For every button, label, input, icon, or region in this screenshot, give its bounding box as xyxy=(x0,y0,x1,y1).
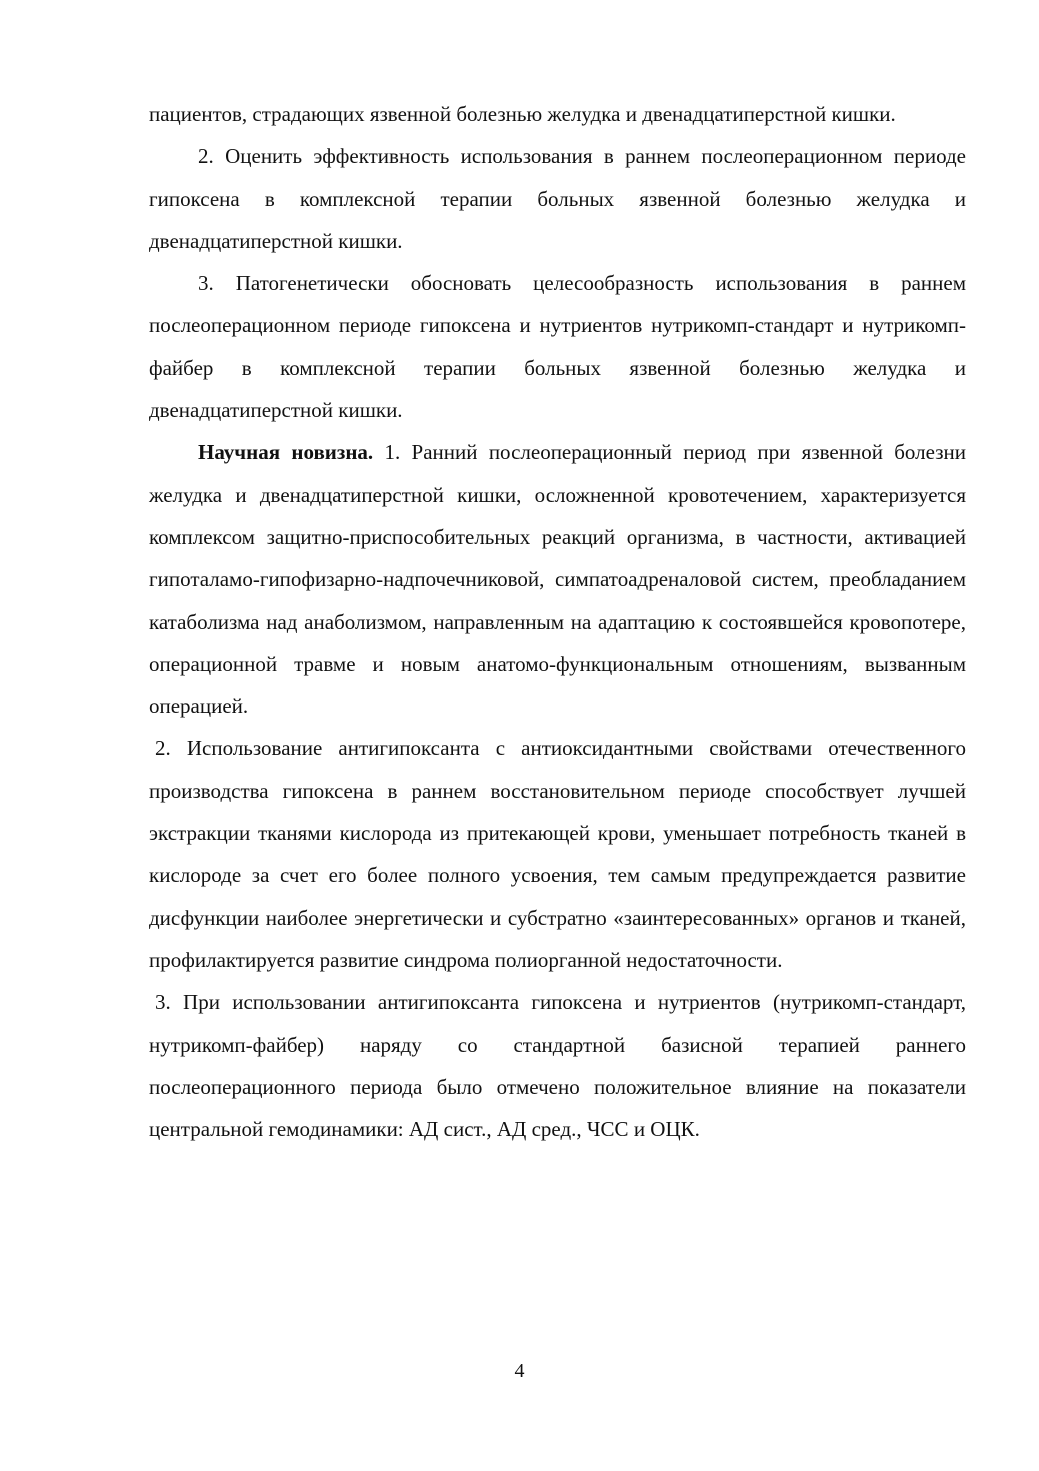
paragraph-continuation xyxy=(149,93,966,135)
document-body xyxy=(149,93,966,1150)
paragraph-text: пациентов, страдающих язвенной болезнью желудка и двенадцатиперстной кишки. xyxy=(149,102,896,126)
paragraph-text: 3. При использовании антигипоксанта гипоксена и нутриентов (нутрикомп-стандарт, нутрикомп-файбер) наряду со стандартной базисной терапией раннего послеоперационного периода было отмечено положительное влияние на показатели центральной гемодинамики: АД сист., АД сред., ЧСС и ОЦК. xyxy=(149,990,966,1142)
paragraph-task-3 xyxy=(149,262,966,431)
paragraph-text: 3. Патогенетически обосновать целесообразность использования в раннем послеоперационном периоде гипоксена и нутриентов нутрикомп-стандарт и нутрикомп-файбер в комплексной терапии больных язвенной болезнью желудка и двенадцатиперстной кишки. xyxy=(149,271,966,423)
paragraph-novelty-3 xyxy=(149,981,966,1150)
paragraph-text: 2. Оценить эффективность использования в раннем послеоперационном периоде гипоксена в комплексной терапии больных язвенной болезнью желудка и двенадцатиперстной кишки. xyxy=(149,144,966,253)
paragraph-task-2 xyxy=(149,135,966,262)
section-heading-scientific-novelty: Научная новизна. xyxy=(198,440,374,465)
paragraph-text: 2. Использование антигипоксанта с антиоксидантными свойствами отечественного производства гипоксена в раннем восстановительном периоде способствует лучшей экстракции тканями кислорода из притекающей крови, уменьшает потребность тканей в кислороде за счет его более полного усвоения, тем самым предупреждается развитие дисфункции наиболее энергетически и субстратно «заинтересованных» органов и тканей, профилактируется развитие синдрома полиорганной недостаточности. xyxy=(149,736,966,972)
paragraph-scientific-novelty xyxy=(149,431,966,727)
paragraph-novelty-2 xyxy=(149,727,966,981)
paragraph-text: 1. Ранний послеоперационный период при язвенной болезни желудка и двенадцатиперстной кишки, осложненной кровотечением, характеризуется комплексом защитно-приспособительных реакций организма, в частности, активацией гипоталамо-гипофизарно-надпочечниковой, симпатоадреналовой систем, преобладанием катаболизма над анаболизмом, направленным на адаптацию к состоявшейся кровопотере, операционной травме и новым анатомо-функциональным отношениям, вызванным операцией. xyxy=(149,440,966,719)
page-number: 4 xyxy=(514,1360,525,1382)
